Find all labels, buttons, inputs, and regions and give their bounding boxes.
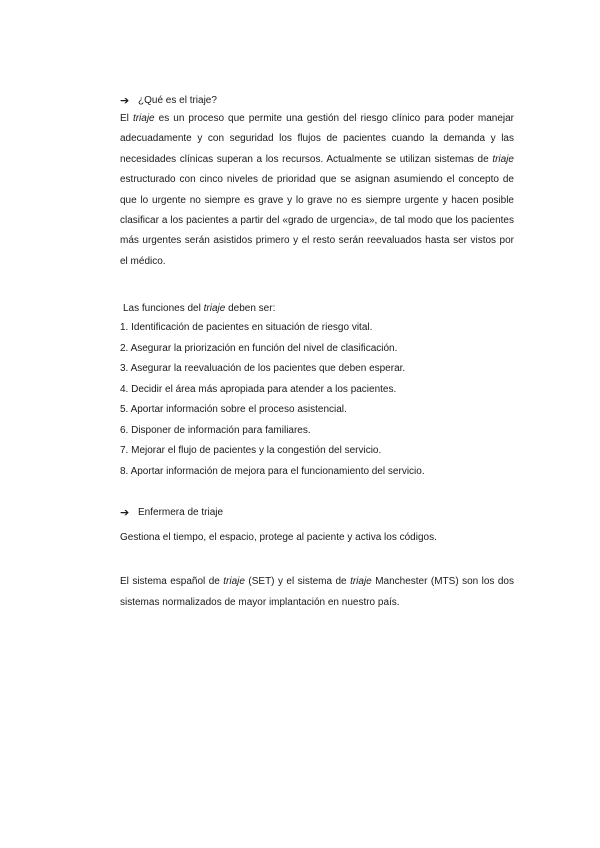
list-item: 3. Asegurar la reevaluación de los pacientes que deben esperar. [120, 363, 406, 375]
list-item: 6. Disponer de información para familiares. [120, 424, 311, 436]
section-heading-triage-nurse [120, 504, 514, 520]
arrow-right-icon: ➔ [120, 94, 130, 107]
heading-text: ¿Qué es el triaje? [138, 94, 217, 106]
functions-intro: Las funciones del triaje deben ser: [123, 303, 276, 315]
document-page [120, 92, 514, 613]
heading-text: Enfermera de triaje [138, 506, 224, 518]
section-heading-what-is-triage [120, 92, 514, 108]
arrow-right-icon: ➔ [120, 506, 130, 519]
list-item: 5. Aportar información sobre el proceso asistencial. [120, 404, 347, 416]
list-item: 1. Identificación de pacientes en situación de riesgo vital. [120, 322, 373, 334]
list-item: 7. Mejorar el flujo de pacientes y la congestión del servicio. [120, 445, 382, 457]
list-item: 8. Aportar información de mejora para el funcionamiento del servicio. [120, 465, 425, 477]
triage-nurse-text: Gestiona el tiempo, el espacio, protege al paciente y activa los códigos. [120, 532, 437, 544]
systems-paragraph: El sistema español de triaje (SET) y el sistema de triaje Manchester (MTS) son los dos sistemas normalizados de mayor implantación en nuestro país. [120, 576, 514, 608]
functions-list [120, 318, 514, 482]
triage-definition-paragraph: El triaje es un proceso que permite una gestión del riesgo clínico para poder manejar adecuadamente y con seguridad los flujos de pacientes cuando la demanda y las necesidades clínicas superan a los recursos. Actualmente se utilizan sistemas de triaje estructurado con cinco niveles de prioridad que se asignan asumiendo el concepto de que lo urgente no siempre es grave y lo grave no es siempre urgente y hacen posible clasificar a los pacientes a partir del «grado de urgencia», de tal modo que los pacientes más urgentes serán asistidos primero y el resto serán reevaluados hasta ser vistos por el médico. [120, 113, 515, 267]
list-item: 4. Decidir el área más apropiada para atender a los pacientes. [120, 383, 397, 395]
list-item: 2. Asegurar la priorización en función del nivel de clasificación. [120, 342, 398, 354]
